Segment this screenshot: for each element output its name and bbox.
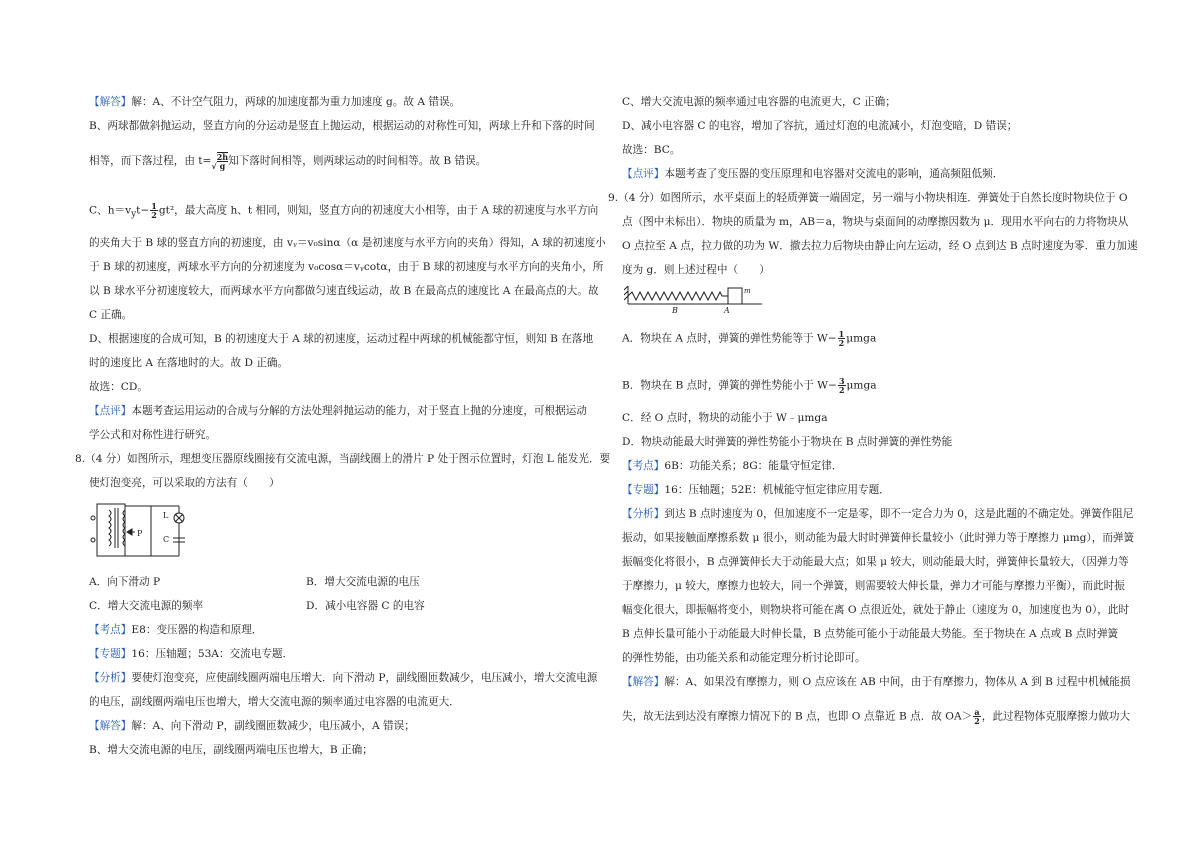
- q8-jieda-line-2: B、增大交流电源的电压，副线圈两端电压也增大，B 正确；: [89, 744, 373, 756]
- q9-fenxi-line-2: 振动，如果接触面摩擦系数 μ 很小，则动能为最大时时弹簧伸长量较小（此时弹力等于摩擦力 μmg），而弹簧: [622, 532, 1135, 544]
- q9-fenxi-line-7: 的弹性势能，由功能关系和动能定理分析讨论即可。: [622, 652, 866, 664]
- q9-fenxi-line-4: 于摩擦力，μ 较大，摩擦力也较大，同一个弹簧，则需要较大伸长量，弹力才可能与摩擦力平衡），而此时振: [622, 580, 1125, 592]
- answer-tag: 【解答】: [89, 96, 132, 108]
- q8-kaodian: 【考点】E8：变压器的构造和原理．: [89, 624, 263, 636]
- label-a: A: [724, 306, 730, 314]
- q8-option-b[interactable]: B．增大交流电源的电压: [306, 576, 420, 588]
- label-b: B: [672, 306, 678, 314]
- q9-stem-line-3: O 点拉至 A 点，拉力做的功为 W．撤去拉力后物块由静止向左运动，经 O 点到达 B 点时速度为零．重力加速: [622, 240, 1138, 252]
- comment-tag: 【点评】: [89, 405, 132, 417]
- q7-answer-line-6: 于 B 球的初速度，两球水平方向的分初速度为 v₀cosα＝vᵧcotα，由于 B 球的初速度与水平方向的夹角小，所: [89, 261, 604, 273]
- q8-comment: 【点评】本题考查了变压器的变压原理和电容器对交流电的影响，通高频阻低频．: [622, 168, 1004, 180]
- q8-option-a[interactable]: A．向下滑动 P: [89, 576, 161, 588]
- q7-answer-line-3: 相等，而下落过程，由 t=√ $\frac{2h}{g}$ 知下落时间相等，则两球运动的时间相等。故 B 错误。: [89, 152, 487, 171]
- q9-fenxi-line-6: B 点伸长量可能小于动能最大时伸长量，B 点势能可能小于动能最大势能。至于物块在 A 点或 B 点时弹簧: [622, 628, 1119, 640]
- q8-option-d[interactable]: D．减小电容器 C 的电容: [306, 600, 425, 612]
- q9-option-c[interactable]: C．经 O 点时，物块的动能小于 W﹣μmga: [622, 412, 828, 424]
- label-p: P: [137, 529, 143, 538]
- q9-option-d[interactable]: D．物块动能最大时弹簧的弹性势能小于物块在 B 点时弹簧的弹性势能: [622, 436, 953, 448]
- q9-stem-line-2: 点（图中未标出）．物块的质量为 m，AB＝a，物块与桌面间的动摩擦因数为 μ．现用水平向右的力将物块从: [622, 216, 1129, 228]
- q8-option-c[interactable]: C．增大交流电源的频率: [89, 600, 204, 612]
- q7-answer-line-8: C 正确。: [89, 309, 133, 321]
- q8-options-row-1: [89, 576, 589, 588]
- q7-answer-line-9: D、根据速度的合成可知，B 的初速度大于 A 球的初速度，运动过程中两球的机械能都守恒，则知 B 在落地: [89, 333, 594, 345]
- q8-cont-line-2: D、减小电容器 C 的电容，增加了容抗，通过灯泡的电流减小，灯泡变暗，D 错误；: [622, 120, 1018, 132]
- q8-cont-line-1: C、增大交流电源的频率通过电容器的电流更大，C 正确；: [622, 96, 896, 108]
- q8-fenxi-line-1: 【分析】要使灯泡变亮，应使副线圈两端电压增大．向下滑动 P，副线圈匝数减少，电压减小，增大交流电源: [89, 672, 598, 684]
- label-c: C: [163, 535, 170, 544]
- label-m: m: [744, 287, 751, 295]
- q9-stem-line-1: 9.（4 分）如图所示，水平桌面上的轻质弹簧一端固定，另一端与小物块相连．弹簧处于自然长度时物块位于 O: [608, 192, 1128, 204]
- q8-cont-line-3: 故选：BC。: [622, 144, 681, 156]
- q7-answer-line-4: C、$h=v_yt-$ $\frac{1}{2}$ gt²，最大高度 h、t 相同，则知，竖直方向的初速度大小相等，由于 A 球的初速度与水平方向: [89, 201, 599, 220]
- q9-zhuanti: 【专题】16：压轴题；52E：机械能守恒定律应用专题．: [622, 484, 890, 496]
- q7-answer-line-2: B、两球都做斜抛运动，竖直方向的分运动是竖直上抛运动，根据运动的对称性可知，两球上升和下落的时间: [89, 120, 595, 132]
- sqrt-formula: √ $\frac{2h}{g}$: [211, 152, 229, 171]
- q7-answer-line-7: 以 B 球水平分初速度较大，而两球水平方向都做匀速直线运动，故 B 在最高点的速度比 A 在最高点的大。故: [89, 285, 599, 297]
- q7-answer-line-10: 时的速度比 A 在落地时的大。故 D 正确。: [89, 357, 289, 369]
- spring-block-figure: [624, 284, 764, 314]
- fraction: $\frac{1}{2}$: [151, 201, 157, 220]
- q9-jieda-line-2: 失，故无法到达没有摩擦力情况下的 B 点，也即 O 点靠近 B 点．故 OA＞ $\frac{a}{2}$ ，此过程物体克服摩擦力做功大: [622, 707, 1131, 726]
- q9-jieda-line-1: 【解答】解：A、如果没有摩擦力，则 O 点应该在 AB 中间，由于有摩擦力，物体从 A 到 B 过程中机械能损: [622, 676, 1131, 688]
- q7-answer-line-1: 【解答】解：A、不计空气阻力，两球的加速度都为重力加速度 g。故 A 错误。: [89, 96, 461, 108]
- q8-jieda-line-1: 【解答】解：A、向下滑动 P，副线圈匝数减少，电压减小，A 错误；: [89, 720, 415, 732]
- q8-fenxi-line-2: 的电压，副线圈两端电压也增大，增大交流电源的频率通过电容器的电流更大．: [89, 696, 460, 708]
- q9-fenxi-line-3: 振幅变化将很小，B 点弹簧伸长大于动能最大点；如果 μ 较大，则动能最大时，弹簧伸长量较大，（因弹力等: [622, 556, 1129, 568]
- q7-answer-line-11: 故选：CD。: [89, 381, 148, 393]
- q8-zhuanti: 【专题】16：压轴题；53A：交流电专题．: [89, 648, 294, 660]
- q9-fenxi-line-1: 【分析】到达 B 点时速度为 0，但加速度不一定是零，即不一定合力为 0，这是此题的不确定处。弹簧作阻尼: [622, 508, 1134, 520]
- q9-fenxi-line-5: 幅变化很大，即振幅将变小，则物块将可能在离 O 点很近处，就处于静止（速度为 0，加速度也为 0），此时: [622, 604, 1130, 616]
- transformer-circuit-figure: [89, 498, 199, 562]
- q8-stem-line-2: 使灯泡变亮，可以采取的方法有（ ）: [89, 477, 280, 489]
- q7-answer-line-5: 的夹角大于 B 球的竖直方向的初速度，由 vᵧ＝v₀sinα（α 是初速度与水平方向的夹角）得知，A 球的初速度小: [89, 237, 606, 249]
- q8-stem-line-1: 8.（4 分）如图所示，理想变压器原线圈接有交流电源，当副线圈上的滑片 P 处于图示位置时，灯泡 L 能发光．要: [75, 453, 611, 465]
- q7-comment-line-1: 【点评】本题考查运用运动的合成与分解的方法处理斜抛运动的能力，对于竖直上抛的分速度，可根据运动: [89, 405, 587, 417]
- q7-comment-line-2: 学公式和对称性进行研究。: [89, 429, 217, 441]
- q9-stem-line-4: 度为 g．则上述过程中（ ）: [622, 264, 770, 276]
- q8-options-row-2: [89, 600, 589, 612]
- q9-kaodian: 【考点】6B：功能关系；8G：能量守恒定律．: [622, 460, 843, 472]
- q9-option-b[interactable]: B．物块在 B 点时，弹簧的弹性势能小于 W− $\frac{3}{2}$ μmga: [622, 376, 877, 395]
- label-l: L: [163, 511, 169, 520]
- q9-option-a[interactable]: A．物块在 A 点时，弹簧的弹性势能等于 W− $\frac{1}{2}$ μmga: [622, 329, 877, 348]
